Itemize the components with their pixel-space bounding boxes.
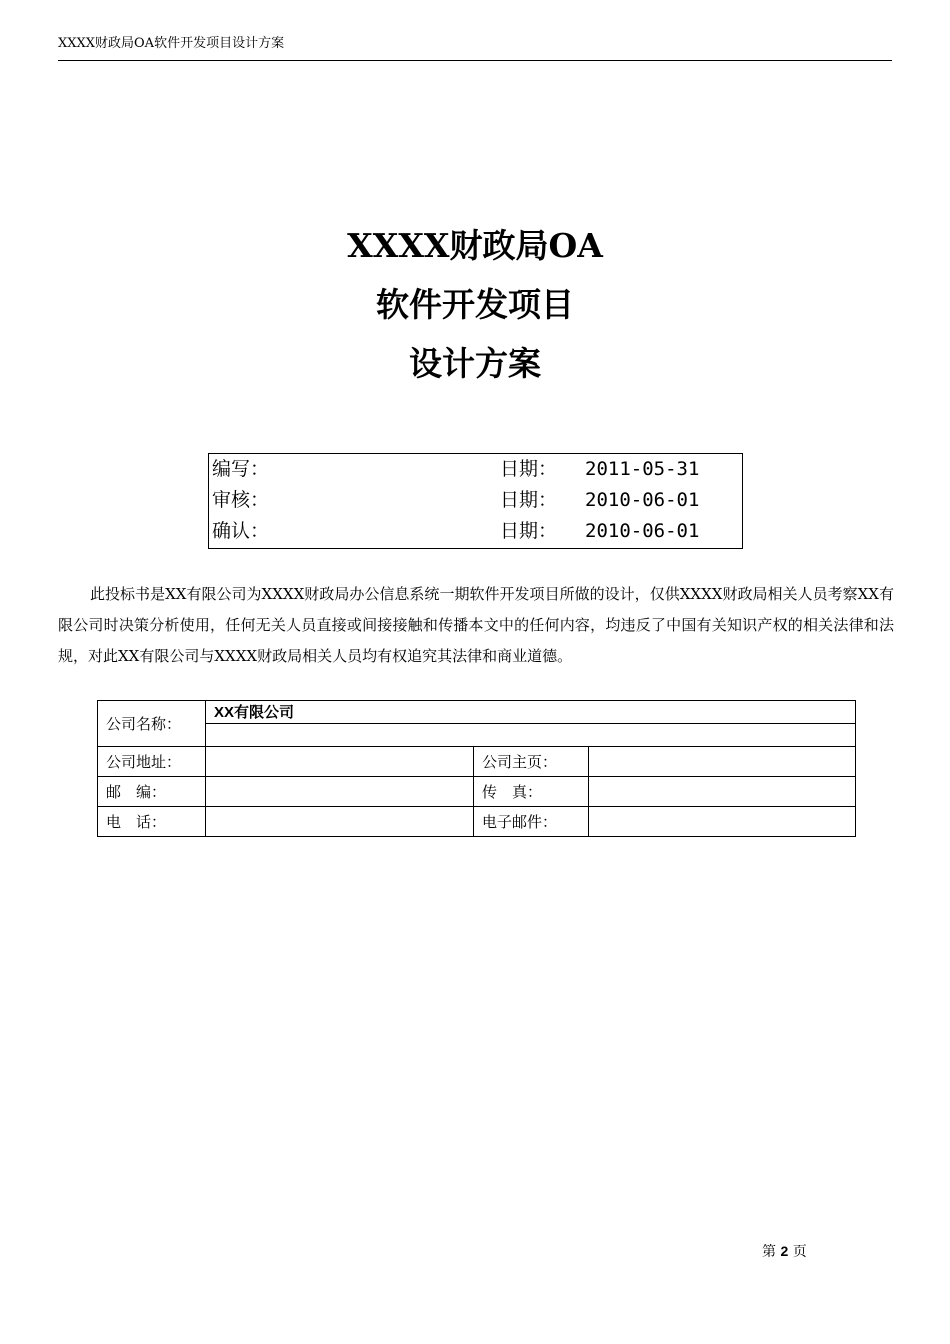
fax-value <box>589 777 856 807</box>
fax-label: 传 真： <box>474 777 589 807</box>
document-title-line-2: 软件开发项目 <box>376 285 574 324</box>
author-label: 编写： <box>212 458 270 480</box>
company-homepage-label: 公司主页： <box>474 747 589 777</box>
confidentiality-statement: 此投标书是XX有限公司为XXXX财政局办公信息系统一期软件开发项目所做的设计，仅供XXXX财政局相关人员考察XX有限公司时决策分析使用，任何无关人员直接或间接接触和传播本文中的任何内容，均违反了中国有关知识产权的相关法律和法规，对此XX有限公司与XXXX财政局相关人员均有权追究其法律和商业道德。 <box>58 585 894 665</box>
email-value <box>589 807 856 837</box>
company-address-value <box>206 747 474 777</box>
postcode-value <box>206 777 474 807</box>
company-name-label: 公司名称： <box>98 701 206 747</box>
page-number-value: 2 <box>780 1243 789 1259</box>
company-name-value: XX有限公司 <box>206 701 856 724</box>
header-divider <box>58 60 892 61</box>
signoff-row-author <box>209 454 742 485</box>
document-title-line-1: XXXX财政局OA <box>347 226 603 265</box>
page-number <box>762 1242 807 1261</box>
email-label: 电子邮件： <box>474 807 589 837</box>
company-name-blank <box>206 724 856 747</box>
document-title-line-3: 设计方案 <box>409 344 541 383</box>
date-value: 2010-06-01 <box>585 489 700 511</box>
date-label: 日期： <box>500 489 558 511</box>
date-label: 日期： <box>500 458 558 480</box>
phone-label: 电 话： <box>98 807 206 837</box>
date-value: 2011-05-31 <box>585 458 700 480</box>
signoff-box <box>208 453 743 549</box>
confirmer-label: 确认： <box>212 520 270 542</box>
company-homepage-value <box>589 747 856 777</box>
page-suffix: 页 <box>792 1244 807 1260</box>
signoff-row-review <box>209 485 742 516</box>
phone-value <box>206 807 474 837</box>
signoff-row-confirm <box>209 516 742 547</box>
reviewer-label: 审核： <box>212 489 270 511</box>
running-header: XXXX财政局OA软件开发项目设计方案 <box>58 36 285 51</box>
company-info-table <box>97 700 856 837</box>
postcode-label: 邮 编： <box>98 777 206 807</box>
date-value: 2010-06-01 <box>585 520 700 542</box>
date-label: 日期： <box>500 520 558 542</box>
company-address-label: 公司地址： <box>98 747 206 777</box>
page-prefix: 第 <box>762 1244 776 1260</box>
